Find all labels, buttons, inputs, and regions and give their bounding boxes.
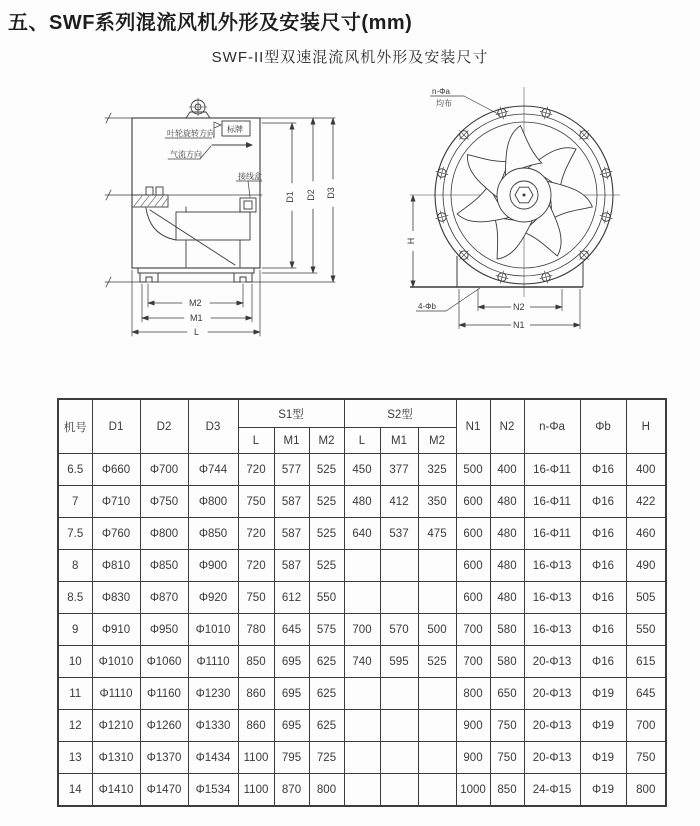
table-cell: 625 xyxy=(309,710,344,742)
table-cell xyxy=(344,582,380,614)
table-cell: 505 xyxy=(626,582,666,614)
col-header-s1-type: S1型 xyxy=(238,399,344,428)
table-cell: 750 xyxy=(238,486,274,518)
table-cell: Φ1230 xyxy=(188,678,238,710)
col-header-n2: N2 xyxy=(490,399,524,454)
table-cell: 480 xyxy=(344,486,380,518)
table-cell xyxy=(418,582,456,614)
table-cell: Φ800 xyxy=(140,518,188,550)
table-cell: Φ660 xyxy=(92,454,140,486)
fan-housing xyxy=(132,118,260,268)
table-row xyxy=(58,710,666,742)
table-row xyxy=(58,774,666,807)
table-cell: 12 xyxy=(58,710,92,742)
table-cell: Φ950 xyxy=(140,614,188,646)
table-cell: Φ16 xyxy=(580,486,626,518)
table-cell: Φ19 xyxy=(580,742,626,774)
table-cell: 1000 xyxy=(456,774,490,807)
table-cell xyxy=(380,582,418,614)
table-cell: 695 xyxy=(274,678,309,710)
table-cell: 700 xyxy=(626,710,666,742)
table-cell: Φ1434 xyxy=(188,742,238,774)
airflow-label: 气流方向 xyxy=(170,150,202,159)
col-header-d2: D2 xyxy=(140,399,188,454)
table-cell: 612 xyxy=(274,582,309,614)
table-cell: Φ1060 xyxy=(140,646,188,678)
table-cell: 460 xyxy=(626,518,666,550)
table-cell: 480 xyxy=(490,582,524,614)
table-cell: 550 xyxy=(626,614,666,646)
table-cell: 800 xyxy=(456,678,490,710)
table-cell xyxy=(380,678,418,710)
figure-caption: SWF-II型双速混流风机外形及安装尺寸 xyxy=(211,49,489,66)
table-cell: 525 xyxy=(309,550,344,582)
table-cell: 800 xyxy=(626,774,666,807)
table-cell: Φ1010 xyxy=(92,646,140,678)
table-cell: Φ750 xyxy=(140,486,188,518)
table-cell: 645 xyxy=(274,614,309,646)
table-cell: 575 xyxy=(309,614,344,646)
table-cell: 11 xyxy=(58,678,92,710)
table-cell xyxy=(380,774,418,807)
table-cell: Φ910 xyxy=(92,614,140,646)
table-cell: 600 xyxy=(456,486,490,518)
table-cell: Φ710 xyxy=(92,486,140,518)
rotation-flag-icon xyxy=(214,122,221,138)
table-cell: 13 xyxy=(58,742,92,774)
dim-m2-label: M2 xyxy=(189,298,202,308)
table-cell: 600 xyxy=(456,550,490,582)
table-cell: Φ1110 xyxy=(188,646,238,678)
table-cell: 500 xyxy=(418,614,456,646)
table-cell: Φ920 xyxy=(188,582,238,614)
col-header-s2-m1: M1 xyxy=(380,428,418,454)
table-cell: 580 xyxy=(490,646,524,678)
table-cell: 20-Φ13 xyxy=(524,678,580,710)
table-row xyxy=(58,486,666,518)
page-title: 五、SWF系列混流风机外形及安装尺寸(mm) xyxy=(8,12,413,34)
table-cell: 16-Φ13 xyxy=(524,550,580,582)
table-cell: 740 xyxy=(344,646,380,678)
front-view-drawing xyxy=(406,87,620,330)
table-cell xyxy=(344,742,380,774)
table-cell: 16-Φ13 xyxy=(524,614,580,646)
table-cell: 490 xyxy=(626,550,666,582)
table-cell: 700 xyxy=(456,646,490,678)
table-cell: Φ830 xyxy=(92,582,140,614)
table-cell xyxy=(380,742,418,774)
table-cell xyxy=(418,710,456,742)
table-cell: 480 xyxy=(490,486,524,518)
table-cell: Φ700 xyxy=(140,454,188,486)
table-cell: 860 xyxy=(238,710,274,742)
table-cell xyxy=(344,550,380,582)
col-header-s2-m2: M2 xyxy=(418,428,456,454)
table-cell: Φ1260 xyxy=(140,710,188,742)
side-view-drawing xyxy=(105,98,336,337)
table-row xyxy=(58,646,666,678)
col-header-s1-l: L xyxy=(238,428,274,454)
col-header-h: H xyxy=(626,399,666,454)
table-cell: 645 xyxy=(626,678,666,710)
foot-bolt-label: 4-Φb xyxy=(418,302,436,311)
table-cell: 9 xyxy=(58,614,92,646)
table-cell: 720 xyxy=(238,454,274,486)
table-cell: 625 xyxy=(309,646,344,678)
table-cell: 577 xyxy=(274,454,309,486)
dimensions-table xyxy=(57,398,667,807)
dim-d1-label: D1 xyxy=(285,191,295,203)
table-row xyxy=(58,678,666,710)
table-cell: Φ1370 xyxy=(140,742,188,774)
table-cell: 350 xyxy=(418,486,456,518)
table-cell: Φ1310 xyxy=(92,742,140,774)
nameplate-label: 标牌 xyxy=(227,125,243,134)
table-cell: Φ850 xyxy=(188,518,238,550)
dim-l-label: L xyxy=(194,327,200,337)
table-cell: Φ1160 xyxy=(140,678,188,710)
table-cell: Φ744 xyxy=(188,454,238,486)
table-row xyxy=(58,550,666,582)
evenly-spaced-label: 均布 xyxy=(436,99,452,108)
table-cell: Φ1010 xyxy=(188,614,238,646)
table-cell: 587 xyxy=(274,550,309,582)
table-cell: 600 xyxy=(456,582,490,614)
table-cell: 1100 xyxy=(238,742,274,774)
table-body xyxy=(58,454,666,807)
table-cell: Φ16 xyxy=(580,614,626,646)
table-cell: 16-Φ13 xyxy=(524,582,580,614)
table-cell: 780 xyxy=(238,614,274,646)
table-cell: Φ760 xyxy=(92,518,140,550)
table-cell: 700 xyxy=(456,614,490,646)
table-cell: 377 xyxy=(380,454,418,486)
table-cell: 600 xyxy=(456,518,490,550)
table-cell: 24-Φ15 xyxy=(524,774,580,807)
motor-assembly xyxy=(132,187,250,267)
table-cell: 480 xyxy=(490,550,524,582)
table-cell: Φ1534 xyxy=(188,774,238,807)
technical-drawings xyxy=(0,75,700,353)
col-header-d3: D3 xyxy=(188,399,238,454)
table-cell: 400 xyxy=(626,454,666,486)
table-cell xyxy=(344,678,380,710)
table-cell: 900 xyxy=(456,742,490,774)
lifting-eye-icon xyxy=(186,98,210,118)
table-cell: 475 xyxy=(418,518,456,550)
col-header-n1: N1 xyxy=(456,399,490,454)
table-cell: 795 xyxy=(274,742,309,774)
table-row xyxy=(58,742,666,774)
table-cell: 14 xyxy=(58,774,92,807)
table-cell: 640 xyxy=(344,518,380,550)
table-cell: 700 xyxy=(344,614,380,646)
dim-h-label: H xyxy=(406,237,416,245)
table-cell: 400 xyxy=(490,454,524,486)
table-cell: Φ900 xyxy=(188,550,238,582)
table-cell: 525 xyxy=(418,646,456,678)
table-cell: 587 xyxy=(274,518,309,550)
table-cell xyxy=(418,742,456,774)
col-header-s2-l: L xyxy=(344,428,380,454)
dim-n1-label: N1 xyxy=(513,320,525,330)
table-cell: Φ16 xyxy=(580,454,626,486)
table-cell: Φ870 xyxy=(140,582,188,614)
table-cell: Φ19 xyxy=(580,678,626,710)
table-cell: 850 xyxy=(490,774,524,807)
table-cell: 422 xyxy=(626,486,666,518)
table-cell: 615 xyxy=(626,646,666,678)
table-cell: 750 xyxy=(490,742,524,774)
table-cell: 525 xyxy=(309,454,344,486)
table-cell: Φ1330 xyxy=(188,710,238,742)
airflow-arrow-icon xyxy=(212,142,253,148)
table-cell: 570 xyxy=(380,614,418,646)
table-cell: 580 xyxy=(490,614,524,646)
table-cell: 500 xyxy=(456,454,490,486)
table-cell: Φ16 xyxy=(580,550,626,582)
table-cell xyxy=(418,678,456,710)
table-cell: 537 xyxy=(380,518,418,550)
col-header-d1: D1 xyxy=(92,399,140,454)
table-cell: Φ1210 xyxy=(92,710,140,742)
col-header-s2-type: S2型 xyxy=(344,399,456,428)
junction-box xyxy=(240,198,256,212)
table-cell: 8.5 xyxy=(58,582,92,614)
table-cell: 525 xyxy=(309,486,344,518)
table-cell: 1100 xyxy=(238,774,274,807)
table-cell: 750 xyxy=(490,710,524,742)
table-cell xyxy=(380,550,418,582)
impeller-rotation-label: 叶轮旋转方向 xyxy=(167,129,215,138)
dim-d3-label: D3 xyxy=(326,187,336,199)
table-cell: Φ16 xyxy=(580,518,626,550)
table-cell: 480 xyxy=(490,518,524,550)
dim-d2-label: D2 xyxy=(306,189,316,201)
table-cell: 20-Φ13 xyxy=(524,710,580,742)
table-cell: 412 xyxy=(380,486,418,518)
table-row xyxy=(58,582,666,614)
table-cell: Φ1410 xyxy=(92,774,140,807)
table-cell: 850 xyxy=(238,646,274,678)
table-cell: 750 xyxy=(626,742,666,774)
table-cell: 20-Φ13 xyxy=(524,646,580,678)
table-cell: 8 xyxy=(58,550,92,582)
dim-n2-label: N2 xyxy=(513,302,525,312)
table-cell: 695 xyxy=(274,646,309,678)
table-cell: 870 xyxy=(274,774,309,807)
table-row xyxy=(58,518,666,550)
table-cell: 550 xyxy=(309,582,344,614)
junction-box-label: 接线盒 xyxy=(238,172,262,181)
table-cell: 800 xyxy=(309,774,344,807)
table-cell: Φ16 xyxy=(580,582,626,614)
table-cell: 720 xyxy=(238,550,274,582)
table-cell: 20-Φ13 xyxy=(524,742,580,774)
table-cell: 10 xyxy=(58,646,92,678)
table-cell: 695 xyxy=(274,710,309,742)
table-cell: 16-Φ11 xyxy=(524,454,580,486)
table-cell: 625 xyxy=(309,678,344,710)
table-cell: Φ810 xyxy=(92,550,140,582)
table-cell: 650 xyxy=(490,678,524,710)
table-cell: 16-Φ11 xyxy=(524,486,580,518)
table-cell xyxy=(418,774,456,807)
table-cell: 860 xyxy=(238,678,274,710)
table-cell: 750 xyxy=(238,582,274,614)
table-cell: 16-Φ11 xyxy=(524,518,580,550)
table-cell: 587 xyxy=(274,486,309,518)
table-cell: Φ800 xyxy=(188,486,238,518)
mounting-feet xyxy=(138,268,254,282)
table-cell: 325 xyxy=(418,454,456,486)
table-cell: Φ1110 xyxy=(92,678,140,710)
table-cell: 720 xyxy=(238,518,274,550)
table-cell xyxy=(418,550,456,582)
table-cell: 525 xyxy=(309,518,344,550)
table-cell xyxy=(344,774,380,807)
table-cell: 900 xyxy=(456,710,490,742)
bolt-circle-label: n-Φa xyxy=(432,87,450,96)
table-row xyxy=(58,454,666,486)
col-header-s1-m1: M1 xyxy=(274,428,309,454)
table-cell: Φ850 xyxy=(140,550,188,582)
col-header-phi-b: Φb xyxy=(580,399,626,454)
table-cell: 6.5 xyxy=(58,454,92,486)
dim-m1-label: M1 xyxy=(190,313,203,323)
table-cell: Φ19 xyxy=(580,774,626,807)
table-cell xyxy=(380,710,418,742)
impeller-hub xyxy=(497,168,551,222)
table-cell: 450 xyxy=(344,454,380,486)
table-cell: 725 xyxy=(309,742,344,774)
table-cell: Φ19 xyxy=(580,710,626,742)
col-header-s1-m2: M2 xyxy=(309,428,344,454)
table-cell: Φ16 xyxy=(580,646,626,678)
table-cell xyxy=(344,710,380,742)
col-header-n-phi-a: n-Φa xyxy=(524,399,580,454)
table-cell: 7 xyxy=(58,486,92,518)
table-cell: 595 xyxy=(380,646,418,678)
table-cell: Φ1470 xyxy=(140,774,188,807)
col-header-model: 机号 xyxy=(58,399,92,454)
table-cell: 7.5 xyxy=(58,518,92,550)
table-row xyxy=(58,614,666,646)
